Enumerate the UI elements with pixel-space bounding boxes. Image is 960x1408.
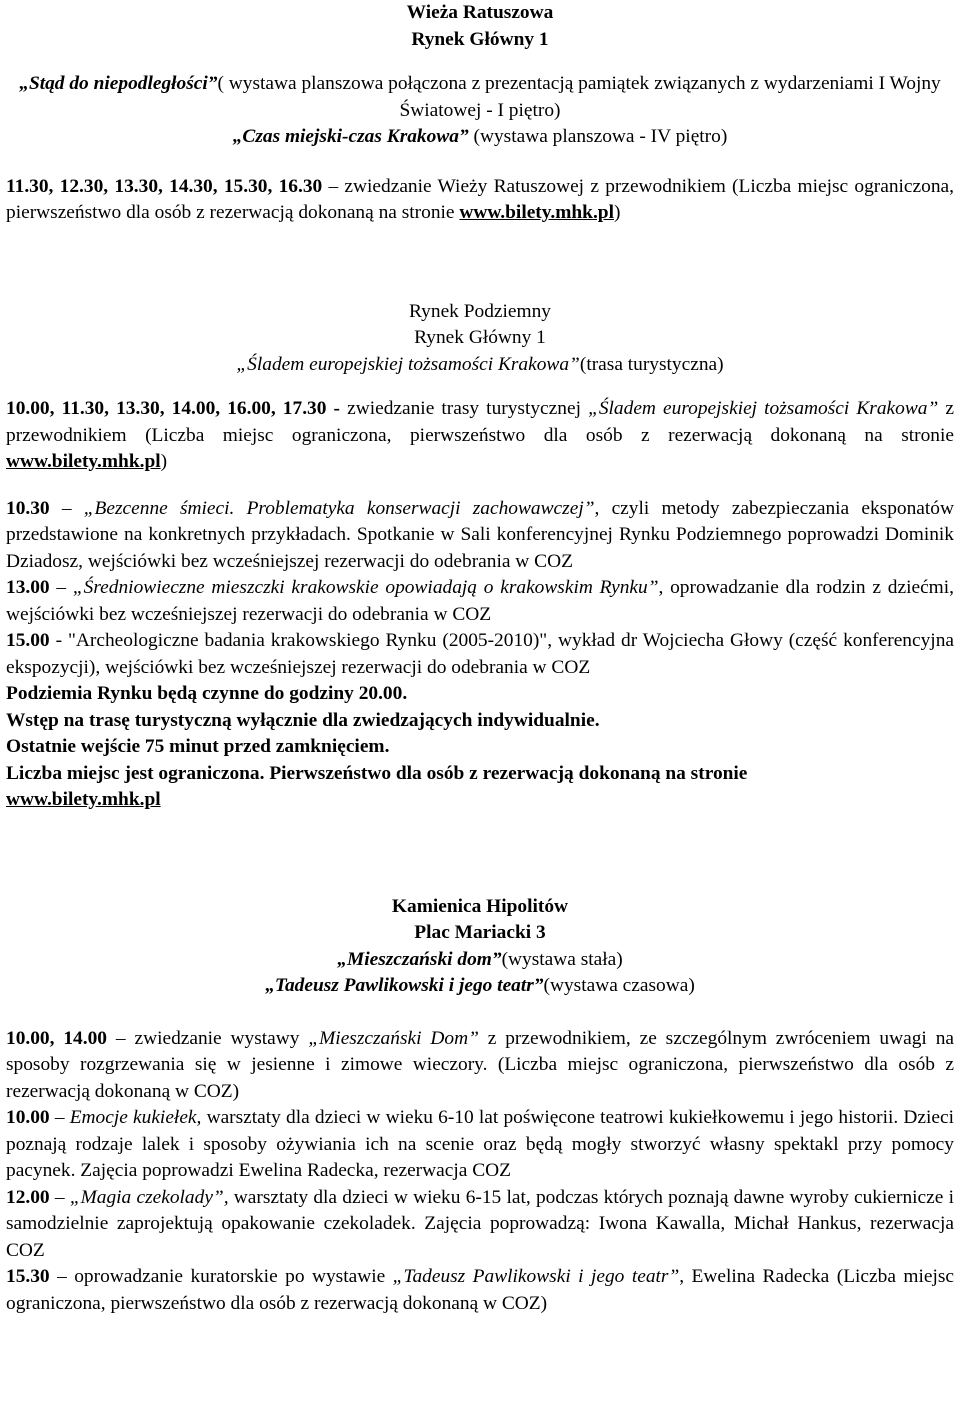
section-address: Plac Mariacki 3	[414, 922, 546, 943]
event-time: 12.00	[6, 1186, 50, 1208]
notice-limited: Liczba miejsc jest ograniczona. Pierwszeństwo dla osób z rezerwacją dokonaną na stronie	[6, 762, 748, 784]
section-title: Kamienica Hipolitów	[391, 895, 569, 917]
event-time: 15.00	[6, 630, 50, 651]
schedule-paragraph	[6, 174, 954, 227]
exhibition-desc: (wystawa stała)	[501, 948, 623, 970]
notice-last-entry: Ostatnie wejście 75 minut przed zamknięciem.	[6, 736, 390, 757]
schedule-text: z przewodnikiem (Liczba miejsc ograniczona, pierwszeństwo dla osób z rezerwacją dokonaną na stronie	[6, 398, 954, 446]
section-address: Rynek Główny 1	[414, 327, 546, 348]
event-text: –	[49, 1186, 70, 1208]
section-title: Wieża Ratuszowa	[406, 2, 554, 23]
event-title: „Tadeusz Pawlikowski i jego teatr”	[392, 1266, 680, 1287]
schedule-time: 10.00, 11.30, 13.30, 14.00, 16.00, 17.30 -	[6, 398, 340, 419]
exhibition-line	[6, 71, 954, 124]
section-title: Rynek Podziemny	[409, 300, 551, 322]
exhibition-title: „Tadeusz Pawlikowski i jego teatr”	[265, 975, 544, 996]
event-paragraph	[6, 628, 954, 681]
event-paragraph	[6, 1264, 954, 1317]
event-title: „Magia czekolady”,	[69, 1186, 229, 1208]
exhibition-line	[6, 947, 954, 974]
event-paragraph	[6, 1105, 954, 1185]
exhibition-desc: ( wystawa planszowa połączona z prezentacją pamiątek związanych z wydarzeniami I Wojny Światowej - I piętro)	[217, 73, 941, 121]
event-paragraph	[6, 496, 954, 576]
schedule-emph: „Mieszczański Dom”	[308, 1027, 479, 1049]
section-wieza-ratuszowa	[6, 0, 954, 227]
section-kamienica-hipolitow	[6, 894, 954, 1318]
schedule-text: z przewodnikiem, ze szczególnym zwróceniem uwagi na sposoby rozgrzewania się w jesienne i zimowe wieczory. (Liczba miejsc ograniczona, pierwszeństwo dla osób z rezerwacją dokonaną w COZ)	[6, 1027, 954, 1102]
exhibition-line	[6, 973, 954, 1000]
event-paragraph	[6, 575, 954, 628]
schedule-text: )	[160, 451, 168, 472]
section-rynek-podziemny	[6, 299, 954, 814]
event-paragraph	[6, 1185, 954, 1265]
schedule-paragraph	[6, 396, 954, 476]
notice-individual: Wstęp na trasę turystyczną wyłącznie dla zwiedzających indywidualnie.	[6, 709, 600, 731]
event-text: , Ewelina Radecka (Liczba miejsc ograniczona, pierwszeństwo dla osób z rezerwacją dokonaną w COZ)	[6, 1266, 955, 1314]
exhibition-desc: (wystawa planszowa - IV piętro)	[468, 126, 728, 147]
event-text: –	[49, 1107, 70, 1128]
event-title: „Średniowieczne mieszczki krakowskie opowiadają o krakowskim Rynku”	[72, 577, 659, 598]
event-time: 13.00	[6, 577, 50, 598]
exhibition-line	[6, 124, 954, 151]
event-title: „Bezcenne śmieci. Problematyka konserwacji zachowawczej”	[83, 497, 595, 519]
exhibition-title: „Mieszczański dom”	[337, 948, 502, 970]
event-time: 15.30	[6, 1266, 50, 1287]
event-text: –	[49, 577, 73, 598]
route-line	[6, 352, 954, 379]
schedule-emph: „Śladem europejskiej tożsamości Krakowa”	[588, 398, 939, 419]
notice-hours: Podziemia Rynku będą czynne do godziny 20.00.	[6, 683, 408, 704]
schedule-text: zwiedzanie trasy turystycznej	[340, 398, 589, 419]
schedule-text: – zwiedzanie wystawy	[107, 1027, 309, 1049]
event-text: –	[49, 497, 84, 519]
event-text: – oprowadzanie kuratorskie po wystawie	[49, 1266, 393, 1287]
schedule-paragraph	[6, 1026, 954, 1106]
booking-link[interactable]: www.bilety.mhk.pl	[6, 451, 161, 472]
event-title: Emocje kukiełek,	[69, 1107, 202, 1128]
exhibition-title: „Czas miejski-czas Krakowa”	[232, 126, 469, 147]
schedule-time: 11.30, 12.30, 13.30, 14.30, 15.30, 16.30	[6, 175, 323, 197]
exhibition-title: „Stąd do niepodległości”	[19, 73, 218, 94]
event-text: - "Archeologiczne badania krakowskiego Rynku (2005-2010)", wykład dr Wojciecha Głowy (część konferencyjna ekspozycji), wejściówki bez wcześniejszej rezerwacji do odebrania w COZ	[6, 630, 954, 678]
exhibition-desc: (wystawa czasowa)	[543, 975, 695, 996]
route-title: „Śladem europejskiej tożsamości Krakowa”	[236, 353, 580, 375]
event-text: , czyli metody zabezpieczania eksponatów przedstawione na konkretnych przykładach. Spotkanie w Sali konferencyjnej Rynku Podziemnego poprowadzi Dominik Dziadosz, wejściówki bez wcześniejszej rezerwacji do odebrania w COZ	[6, 497, 954, 572]
schedule-time: 10.00, 14.00	[6, 1027, 107, 1049]
event-text: , oprowadzanie dla rodzin z dziećmi, wejściówki bez wcześniejszej rezerwacji do odebrania w COZ	[6, 577, 954, 625]
event-time: 10.00	[6, 1107, 50, 1128]
route-desc: (trasa turystyczna)	[579, 353, 724, 375]
schedule-text: )	[613, 202, 621, 223]
booking-link[interactable]: www.bilety.mhk.pl	[6, 789, 161, 810]
event-time: 10.30	[6, 497, 50, 519]
event-text: warsztaty dla dzieci w wieku 6-15 lat, podczas których poznają dawne wyroby cukiernicze i samodzielnie zaprojektują opakowanie czekoladek. Zajęcia poprowadzą: Iwona Kawalla, Michał Hankus, rezerwacja COZ	[6, 1186, 954, 1261]
section-address: Rynek Główny 1	[411, 28, 549, 50]
booking-link[interactable]: www.bilety.mhk.pl	[459, 202, 614, 223]
event-text: warsztaty dla dzieci w wieku 6-10 lat poświęcone teatrowi kukiełkowemu i jego historii. Dzieci poznają rodzaje lalek i sposoby ożywiania ich na scenie oraz będą mogły stworzyć własny spektakl przy pomocy pacynek. Zajęcia poprowadzi Ewelina Radecka, rezerwacja COZ	[6, 1107, 955, 1181]
schedule-text: – zwiedzanie Wieży Ratuszowej z przewodnikiem (Liczba miejsc ograniczona, pierwszeństwo dla osób z rezerwacją dokonaną na stronie	[6, 175, 954, 223]
